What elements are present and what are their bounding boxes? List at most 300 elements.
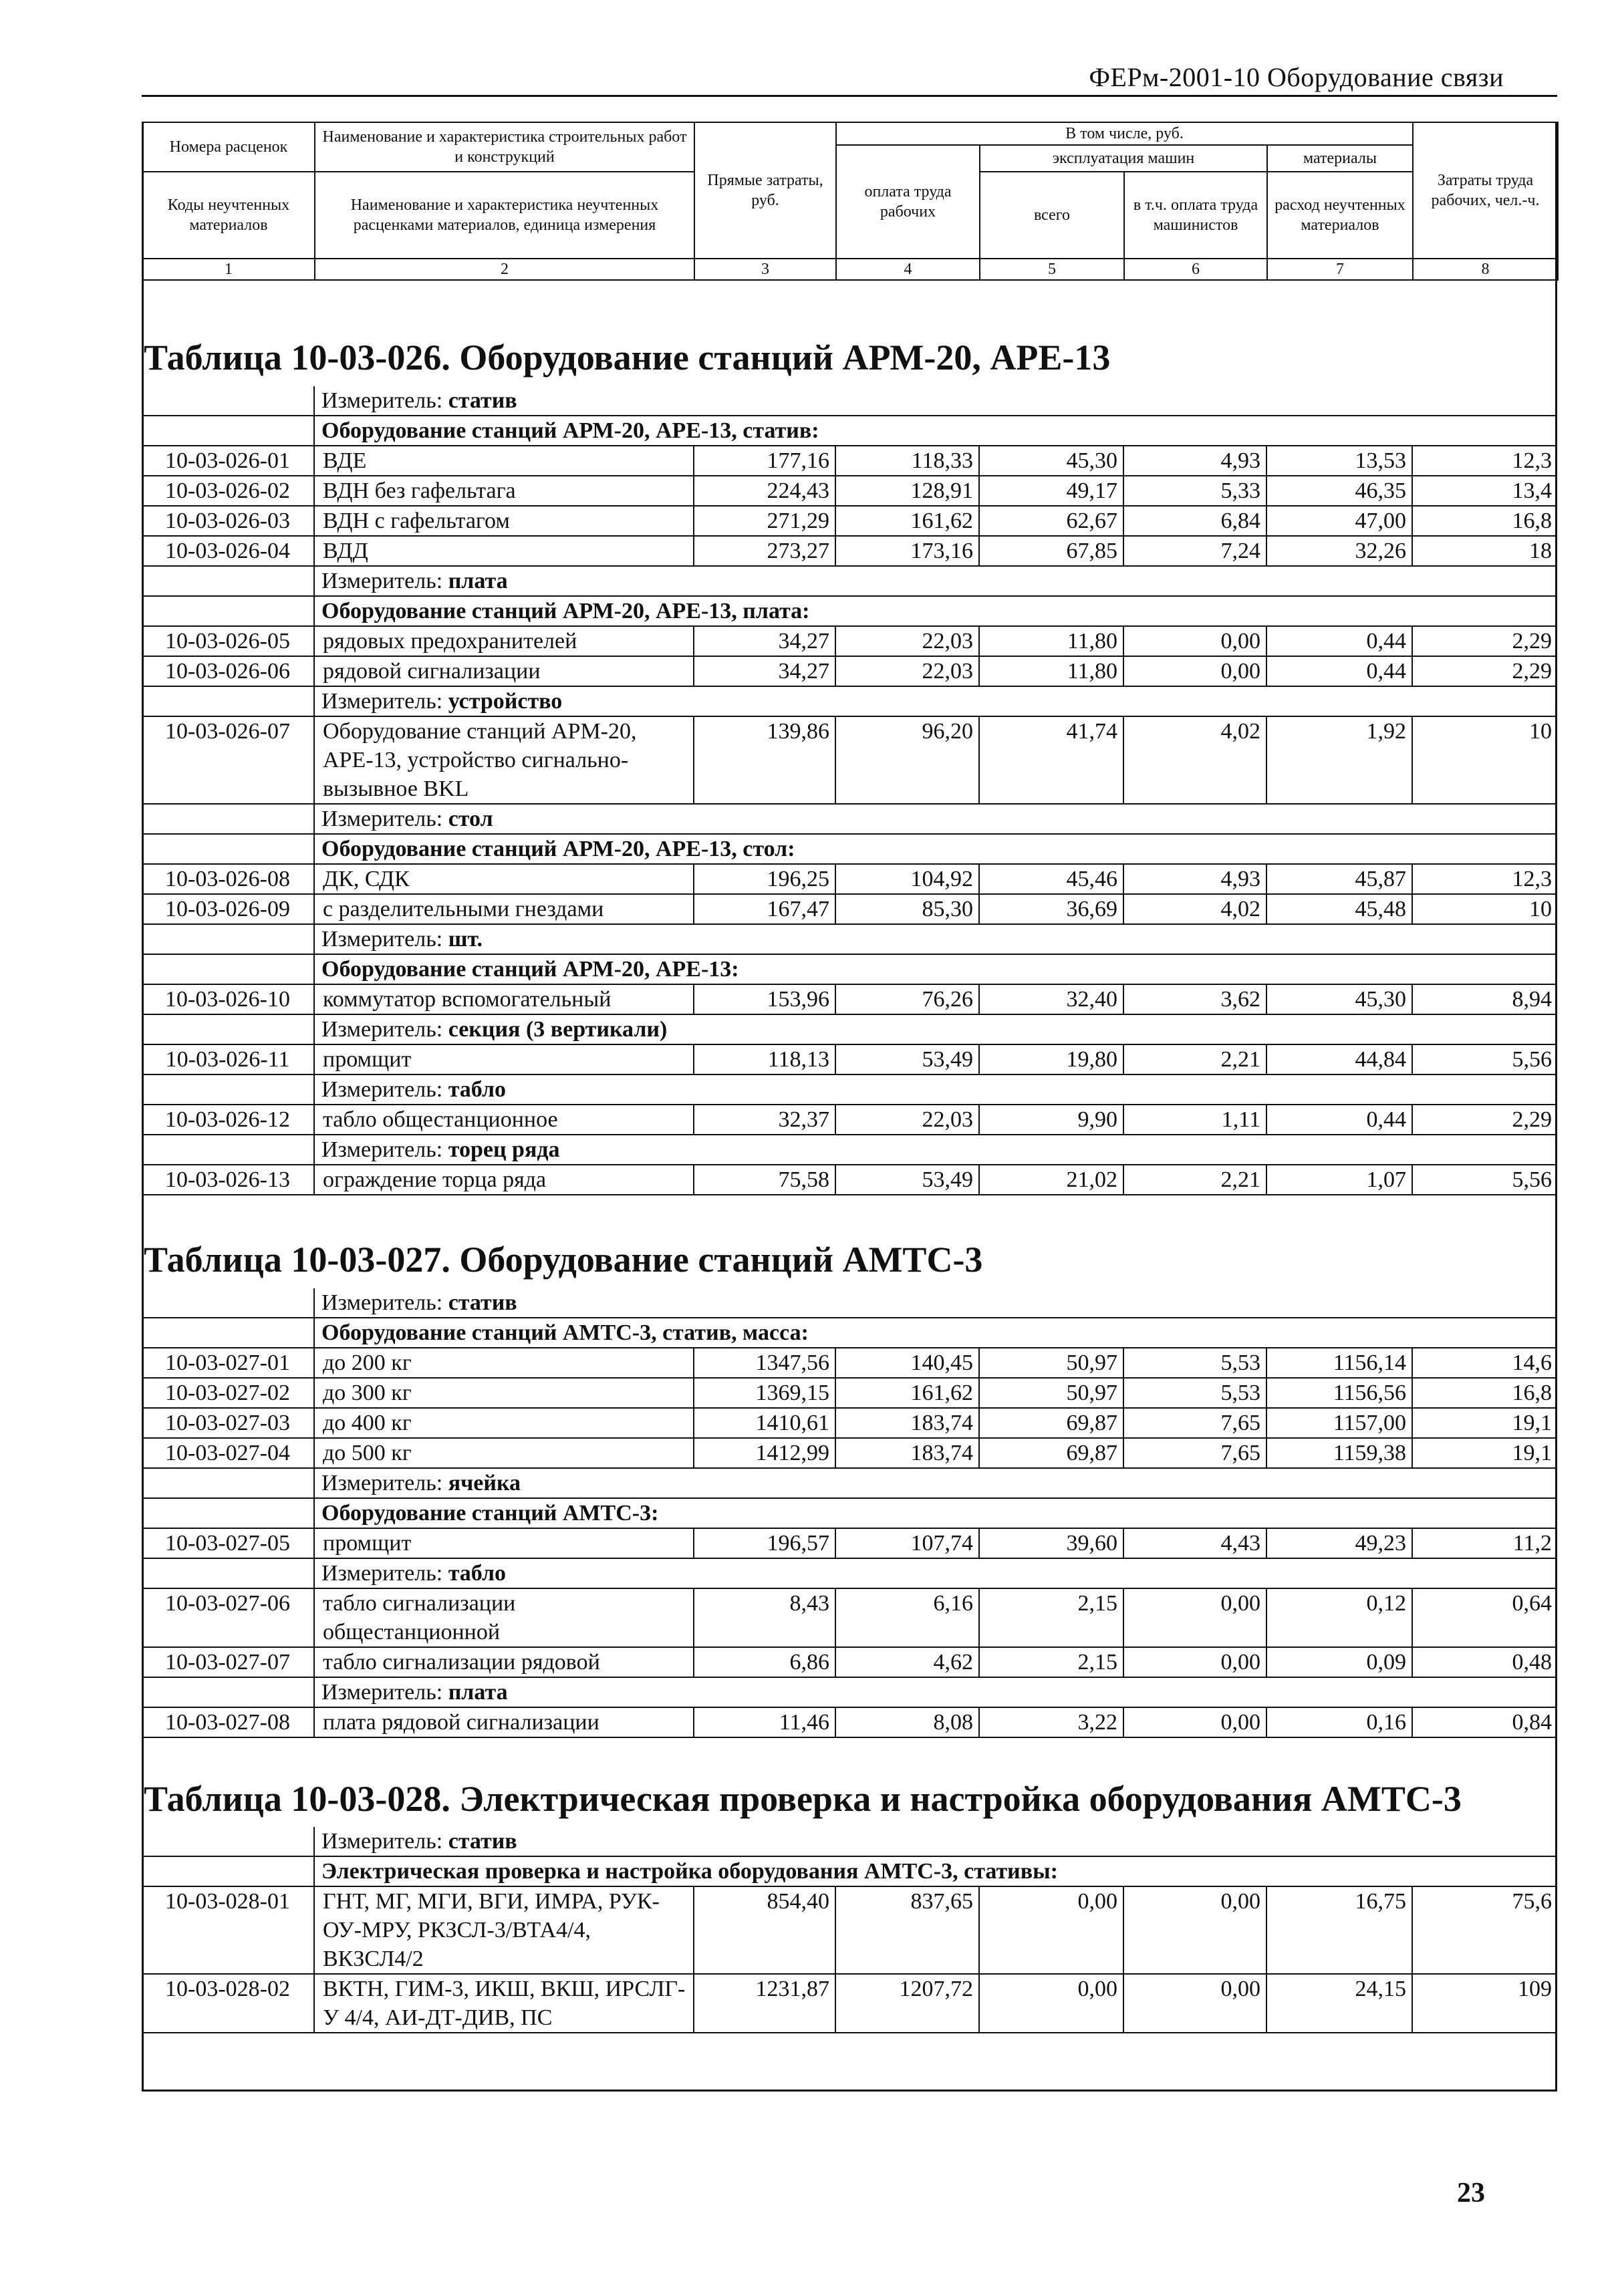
worker-pay-value: 104,92: [835, 864, 979, 894]
machines-total-value: 45,30: [979, 446, 1123, 476]
rate-name: ВДН с гафельтагом: [314, 506, 694, 536]
rate-code: 10-03-026-10: [142, 984, 314, 1014]
worker-pay-value: 8,08: [835, 1707, 979, 1737]
machinist-pay-value: 5,53: [1123, 1378, 1266, 1408]
machinist-pay-value: 5,53: [1123, 1348, 1266, 1378]
worker-pay-value: 22,03: [835, 626, 979, 656]
machines-total-value: 2,15: [979, 1588, 1123, 1647]
measure-unit: секция (3 вертикали): [448, 1017, 668, 1042]
measure-row: [142, 924, 1557, 954]
machines-total-value: 50,97: [979, 1348, 1123, 1378]
rate-name: коммутатор вспомогательный: [314, 984, 694, 1014]
rate-code: 10-03-027-07: [142, 1647, 314, 1677]
rate-row: [142, 1647, 1557, 1677]
rate-name: до 400 кг: [314, 1408, 694, 1438]
measure-unit: плата: [448, 569, 508, 593]
direct-costs-value: 75,58: [694, 1165, 835, 1195]
rate-row: [142, 1105, 1557, 1135]
machines-total-value: 36,69: [979, 894, 1123, 924]
labor-hours-value: 2,29: [1412, 626, 1557, 656]
measure-spacer: [142, 1468, 314, 1498]
measure-label: [314, 566, 1557, 596]
labor-hours-value: 0,48: [1412, 1647, 1557, 1677]
rate-row: [142, 656, 1557, 686]
measure-unit: табло: [448, 1561, 507, 1586]
rate-code: 10-03-027-02: [142, 1378, 314, 1408]
measure-unit: статив: [448, 1290, 517, 1315]
table-title: Таблица 10-03-026. Оборудование станций АРМ-20, АРЕ-13: [144, 337, 1111, 378]
worker-pay-value: 183,74: [835, 1408, 979, 1438]
rate-row: [142, 1886, 1557, 1974]
material-use-value: 1157,00: [1266, 1408, 1412, 1438]
header-in-that: В том числе, руб.: [836, 122, 1413, 145]
material-use-value: 1,07: [1266, 1165, 1412, 1195]
machinist-pay-value: 4,93: [1123, 446, 1266, 476]
measure-prefix: Измеритель:: [321, 807, 448, 831]
machines-total-value: 50,97: [979, 1378, 1123, 1408]
measure-unit: статив: [448, 1829, 517, 1854]
measure-unit: ячейка: [448, 1471, 521, 1495]
col-number: 8: [1413, 259, 1558, 280]
worker-pay-value: 161,62: [835, 506, 979, 536]
measure-prefix: Измеритель:: [321, 388, 448, 413]
direct-costs-value: 139,86: [694, 716, 835, 804]
labor-hours-value: 13,4: [1412, 476, 1557, 506]
measure-row: [142, 1014, 1557, 1044]
direct-costs-value: 6,86: [694, 1647, 835, 1677]
measure-spacer: [142, 1074, 314, 1105]
group-label: Оборудование станций АМТС-3:: [314, 1498, 1557, 1528]
rate-row: [142, 1438, 1557, 1468]
rate-code: 10-03-027-04: [142, 1438, 314, 1468]
rate-row: [142, 506, 1557, 536]
col-number: 7: [1267, 259, 1413, 280]
labor-hours-value: 16,8: [1412, 506, 1557, 536]
col-number: 6: [1124, 259, 1267, 280]
rate-row: [142, 1165, 1557, 1195]
machines-total-value: 41,74: [979, 716, 1123, 804]
measure-unit: стол: [448, 807, 493, 831]
machinist-pay-value: 4,02: [1123, 716, 1266, 804]
group-spacer: [142, 1856, 314, 1886]
measure-spacer: [142, 386, 314, 416]
header-direct-costs: Прямые затраты, руб.: [694, 122, 836, 259]
machinist-pay-value: 0,00: [1123, 1886, 1266, 1974]
measure-prefix: Измеритель:: [321, 1680, 448, 1705]
measure-prefix: Измеритель:: [321, 689, 448, 714]
header-c1-top: Номера расценок: [142, 122, 315, 172]
machinist-pay-value: 7,65: [1123, 1438, 1266, 1468]
direct-costs-value: 167,47: [694, 894, 835, 924]
material-use-value: 24,15: [1266, 1974, 1412, 2033]
group-label: Оборудование станций АРМ-20, АРЕ-13, стол:: [314, 834, 1557, 864]
measure-spacer: [142, 566, 314, 596]
rate-row: [142, 1528, 1557, 1558]
page-number: 23: [1457, 2178, 1485, 2208]
rate-row: [142, 1348, 1557, 1378]
measure-spacer: [142, 1014, 314, 1044]
group-label: Оборудование станций АМТС-3, статив, масса:: [314, 1318, 1557, 1348]
header-materials: материалы: [1267, 145, 1413, 172]
material-use-value: 1159,38: [1266, 1438, 1412, 1468]
material-use-value: 0,44: [1266, 1105, 1412, 1135]
measure-row: [142, 1827, 1557, 1856]
col-number: 1: [142, 259, 315, 280]
rate-row: [142, 1408, 1557, 1438]
group-row: [142, 596, 1557, 626]
worker-pay-value: 22,03: [835, 656, 979, 686]
rate-code: 10-03-027-03: [142, 1408, 314, 1438]
header-worker-pay: оплата труда рабочих: [836, 145, 980, 259]
material-use-value: 16,75: [1266, 1886, 1412, 1974]
rate-name: Оборудование станций АРМ-20, АРЕ-13, устройство сигнально-вызывное BKL: [314, 716, 694, 804]
group-spacer: [142, 954, 314, 984]
machines-total-value: 45,46: [979, 864, 1123, 894]
measure-unit: статив: [448, 388, 517, 413]
material-use-value: 1156,56: [1266, 1378, 1412, 1408]
worker-pay-value: 837,65: [835, 1886, 979, 1974]
rate-row: [142, 1378, 1557, 1408]
worker-pay-value: 53,49: [835, 1165, 979, 1195]
machines-total-value: 11,80: [979, 656, 1123, 686]
measure-spacer: [142, 1677, 314, 1707]
machines-total-value: 62,67: [979, 506, 1123, 536]
measure-label: [314, 1288, 1557, 1318]
labor-hours-value: 2,29: [1412, 1105, 1557, 1135]
measure-row: [142, 1558, 1557, 1588]
machinist-pay-value: 0,00: [1123, 1707, 1266, 1737]
worker-pay-value: 140,45: [835, 1348, 979, 1378]
rates-table-10-03-026: [142, 386, 1557, 1195]
rate-row: [142, 1588, 1557, 1647]
rate-name: ВДН без гафельтага: [314, 476, 694, 506]
rate-code: 10-03-026-06: [142, 656, 314, 686]
header-machines-total: всего: [980, 172, 1124, 259]
rate-name: промщит: [314, 1044, 694, 1074]
rate-code: 10-03-026-01: [142, 446, 314, 476]
measure-spacer: [142, 924, 314, 954]
machines-total-value: 69,87: [979, 1438, 1123, 1468]
direct-costs-value: 34,27: [694, 656, 835, 686]
measure-prefix: Измеритель:: [321, 1137, 448, 1162]
material-use-value: 45,87: [1266, 864, 1412, 894]
worker-pay-value: 6,16: [835, 1588, 979, 1647]
material-use-value: 0,12: [1266, 1588, 1412, 1647]
rate-name: ВДЕ: [314, 446, 694, 476]
group-spacer: [142, 1318, 314, 1348]
machinist-pay-value: 1,11: [1123, 1105, 1266, 1135]
direct-costs-value: 196,57: [694, 1528, 835, 1558]
machines-total-value: 69,87: [979, 1408, 1123, 1438]
measure-unit: торец ряда: [448, 1137, 560, 1162]
measure-row: [142, 1074, 1557, 1105]
material-use-value: 46,35: [1266, 476, 1412, 506]
measure-spacer: [142, 1827, 314, 1856]
worker-pay-value: 53,49: [835, 1044, 979, 1074]
measure-unit: шт.: [448, 927, 483, 952]
measure-label: [314, 686, 1557, 716]
machinist-pay-value: 0,00: [1123, 626, 1266, 656]
rate-row: [142, 984, 1557, 1014]
direct-costs-value: 1369,15: [694, 1378, 835, 1408]
worker-pay-value: 4,62: [835, 1647, 979, 1677]
material-use-value: 45,48: [1266, 894, 1412, 924]
direct-costs-value: 177,16: [694, 446, 835, 476]
group-spacer: [142, 834, 314, 864]
rate-row: [142, 446, 1557, 476]
machines-total-value: 49,17: [979, 476, 1123, 506]
group-row: [142, 834, 1557, 864]
measure-label: [314, 386, 1557, 416]
material-use-value: 0,44: [1266, 656, 1412, 686]
measure-row: [142, 1468, 1557, 1498]
direct-costs-value: 34,27: [694, 626, 835, 656]
measure-prefix: Измеритель:: [321, 569, 448, 593]
rate-name: табло сигнализации рядовой: [314, 1647, 694, 1677]
machinist-pay-value: 4,43: [1123, 1528, 1266, 1558]
worker-pay-value: 173,16: [835, 536, 979, 566]
measure-row: [142, 804, 1557, 834]
rate-code: 10-03-026-05: [142, 626, 314, 656]
labor-hours-value: 12,3: [1412, 446, 1557, 476]
rate-code: 10-03-027-06: [142, 1588, 314, 1647]
rate-name: табло общестанционное: [314, 1105, 694, 1135]
rate-code: 10-03-026-08: [142, 864, 314, 894]
measure-label: [314, 1014, 1557, 1044]
rate-name: ГНТ, МГ, МГИ, ВГИ, ИМРА, РУК-ОУ-МРУ, РКЗСЛ-3/ВТА4/4, ВКЗСЛ4/2: [314, 1886, 694, 1974]
rate-row: [142, 894, 1557, 924]
material-use-value: 1156,14: [1266, 1348, 1412, 1378]
direct-costs-value: 153,96: [694, 984, 835, 1014]
rate-name: до 200 кг: [314, 1348, 694, 1378]
machinist-pay-value: 2,21: [1123, 1165, 1266, 1195]
machines-total-value: 9,90: [979, 1105, 1123, 1135]
measure-label: [314, 804, 1557, 834]
measure-label: [314, 1827, 1557, 1856]
direct-costs-value: 224,43: [694, 476, 835, 506]
header-machines: эксплуатация машин: [980, 145, 1267, 172]
measure-label: [314, 1558, 1557, 1588]
machines-total-value: 3,22: [979, 1707, 1123, 1737]
direct-costs-value: 8,43: [694, 1588, 835, 1647]
table-title: Таблица 10-03-028. Электрическая проверка и настройка оборудования АМТС-3: [144, 1779, 1462, 1819]
group-label: Оборудование станций АРМ-20, АРЕ-13, статив:: [314, 416, 1557, 446]
labor-hours-value: 10: [1412, 716, 1557, 804]
group-spacer: [142, 596, 314, 626]
rate-row: [142, 716, 1557, 804]
group-label: Оборудование станций АРМ-20, АРЕ-13:: [314, 954, 1557, 984]
rates-table-10-03-028: [142, 1827, 1557, 2033]
machinist-pay-value: 0,00: [1123, 1974, 1266, 2033]
machinist-pay-value: 7,24: [1123, 536, 1266, 566]
direct-costs-value: 196,25: [694, 864, 835, 894]
rate-code: 10-03-027-08: [142, 1707, 314, 1737]
machinist-pay-value: 0,00: [1123, 656, 1266, 686]
direct-costs-value: 1410,61: [694, 1408, 835, 1438]
machines-total-value: 67,85: [979, 536, 1123, 566]
measure-prefix: Измеритель:: [321, 1471, 448, 1495]
header-c2-top: Наименование и характеристика строительных работ и конструкций: [315, 122, 694, 172]
rate-code: 10-03-026-12: [142, 1105, 314, 1135]
measure-label: [314, 924, 1557, 954]
material-use-value: 13,53: [1266, 446, 1412, 476]
rate-code: 10-03-026-09: [142, 894, 314, 924]
rate-row: [142, 476, 1557, 506]
measure-prefix: Измеритель:: [321, 927, 448, 952]
measure-spacer: [142, 1135, 314, 1165]
rate-name: ДК, СДК: [314, 864, 694, 894]
machines-total-value: 2,15: [979, 1647, 1123, 1677]
measure-unit: устройство: [448, 689, 563, 714]
rate-code: 10-03-026-03: [142, 506, 314, 536]
measure-label: [314, 1677, 1557, 1707]
rate-code: 10-03-028-02: [142, 1974, 314, 2033]
group-row: [142, 954, 1557, 984]
rate-row: [142, 1707, 1557, 1737]
measure-row: [142, 686, 1557, 716]
rate-name: ВДД: [314, 536, 694, 566]
direct-costs-value: 273,27: [694, 536, 835, 566]
machinist-pay-value: 7,65: [1123, 1408, 1266, 1438]
rate-row: [142, 626, 1557, 656]
rate-code: 10-03-026-11: [142, 1044, 314, 1074]
rate-code: 10-03-026-07: [142, 716, 314, 804]
rate-name: рядовой сигнализации: [314, 656, 694, 686]
measure-spacer: [142, 1288, 314, 1318]
direct-costs-value: 1347,56: [694, 1348, 835, 1378]
labor-hours-value: 109: [1412, 1974, 1557, 2033]
measure-row: [142, 566, 1557, 596]
material-use-value: 32,26: [1266, 536, 1412, 566]
rate-name: до 300 кг: [314, 1378, 694, 1408]
measure-prefix: Измеритель:: [321, 1077, 448, 1102]
labor-hours-value: 11,2: [1412, 1528, 1557, 1558]
machines-total-value: 0,00: [979, 1974, 1123, 2033]
group-row: [142, 1856, 1557, 1886]
machines-total-value: 11,80: [979, 626, 1123, 656]
measure-label: [314, 1074, 1557, 1105]
header-c1-bottom: Коды неучтенных материалов: [142, 172, 315, 259]
rate-name: ограждение торца ряда: [314, 1165, 694, 1195]
rate-name: до 500 кг: [314, 1438, 694, 1468]
measure-prefix: Измеритель:: [321, 1290, 448, 1315]
rate-code: 10-03-026-04: [142, 536, 314, 566]
rate-row: [142, 1044, 1557, 1074]
header-material-use: расход неучтенных материалов: [1267, 172, 1413, 259]
direct-costs-value: 1231,87: [694, 1974, 835, 2033]
worker-pay-value: 107,74: [835, 1528, 979, 1558]
labor-hours-value: 0,84: [1412, 1707, 1557, 1737]
material-use-value: 47,00: [1266, 506, 1412, 536]
rate-code: 10-03-027-01: [142, 1348, 314, 1378]
running-head: ФЕРм-2001-10 Оборудование связи: [1089, 62, 1504, 92]
labor-hours-value: 14,6: [1412, 1348, 1557, 1378]
machines-total-value: 0,00: [979, 1886, 1123, 1974]
labor-hours-value: 0,64: [1412, 1588, 1557, 1647]
direct-costs-value: 1412,99: [694, 1438, 835, 1468]
material-use-value: 45,30: [1266, 984, 1412, 1014]
measure-row: [142, 1288, 1557, 1318]
measure-prefix: Измеритель:: [321, 1017, 448, 1042]
header-c2-bottom: Наименование и характеристика неучтенных расценками материалов, единица измерения: [315, 172, 694, 259]
measure-row: [142, 386, 1557, 416]
measure-spacer: [142, 1558, 314, 1588]
measure-unit: плата: [448, 1680, 508, 1705]
col-number: 5: [980, 259, 1124, 280]
table-title: Таблица 10-03-027. Оборудование станций АМТС-3: [144, 1240, 983, 1280]
material-use-value: 49,23: [1266, 1528, 1412, 1558]
material-use-value: 0,44: [1266, 626, 1412, 656]
group-row: [142, 1318, 1557, 1348]
material-use-value: 1,92: [1266, 716, 1412, 804]
worker-pay-value: 85,30: [835, 894, 979, 924]
machinist-pay-value: 0,00: [1123, 1588, 1266, 1647]
group-spacer: [142, 1498, 314, 1528]
machinist-pay-value: 3,62: [1123, 984, 1266, 1014]
rate-code: 10-03-028-01: [142, 1886, 314, 1974]
labor-hours-value: 8,94: [1412, 984, 1557, 1014]
measure-spacer: [142, 686, 314, 716]
machinist-pay-value: 2,21: [1123, 1044, 1266, 1074]
labor-hours-value: 2,29: [1412, 656, 1557, 686]
measure-spacer: [142, 804, 314, 834]
column-header-table: [142, 122, 1559, 281]
rate-name: ВКТН, ГИМ-3, ИКШ, ВКШ, ИРСЛГ-У 4/4, АИ-ДТ-ДИВ, ПС: [314, 1974, 694, 2033]
header-rule: [142, 95, 1557, 97]
machinist-pay-value: 4,02: [1123, 894, 1266, 924]
worker-pay-value: 128,91: [835, 476, 979, 506]
group-label: Оборудование станций АРМ-20, АРЕ-13, плата:: [314, 596, 1557, 626]
rate-name: табло сигнализации общестанционной: [314, 1588, 694, 1647]
rate-name: промщит: [314, 1528, 694, 1558]
labor-hours-value: 10: [1412, 894, 1557, 924]
labor-hours-value: 5,56: [1412, 1165, 1557, 1195]
measure-prefix: Измеритель:: [321, 1829, 448, 1854]
rate-name: рядовых предохранителей: [314, 626, 694, 656]
machinist-pay-value: 0,00: [1123, 1647, 1266, 1677]
measure-prefix: Измеритель:: [321, 1561, 448, 1586]
labor-hours-value: 75,6: [1412, 1886, 1557, 1974]
labor-hours-value: 19,1: [1412, 1438, 1557, 1468]
measure-row: [142, 1135, 1557, 1165]
worker-pay-value: 1207,72: [835, 1974, 979, 2033]
group-spacer: [142, 416, 314, 446]
machines-total-value: 39,60: [979, 1528, 1123, 1558]
rate-code: 10-03-026-02: [142, 476, 314, 506]
rate-code: 10-03-027-05: [142, 1528, 314, 1558]
rate-row: [142, 864, 1557, 894]
machines-total-value: 21,02: [979, 1165, 1123, 1195]
worker-pay-value: 96,20: [835, 716, 979, 804]
col-number: 4: [836, 259, 980, 280]
labor-hours-value: 5,56: [1412, 1044, 1557, 1074]
material-use-value: 0,09: [1266, 1647, 1412, 1677]
measure-row: [142, 1677, 1557, 1707]
labor-hours-value: 19,1: [1412, 1408, 1557, 1438]
direct-costs-value: 11,46: [694, 1707, 835, 1737]
rate-row: [142, 1974, 1557, 2033]
worker-pay-value: 183,74: [835, 1438, 979, 1468]
measure-label: [314, 1135, 1557, 1165]
group-label: Электрическая проверка и настройка оборудования АМТС-3, стативы:: [314, 1856, 1557, 1886]
worker-pay-value: 76,26: [835, 984, 979, 1014]
machinist-pay-value: 5,33: [1123, 476, 1266, 506]
rate-code: 10-03-026-13: [142, 1165, 314, 1195]
worker-pay-value: 22,03: [835, 1105, 979, 1135]
group-row: [142, 416, 1557, 446]
labor-hours-value: 16,8: [1412, 1378, 1557, 1408]
machinist-pay-value: 4,93: [1123, 864, 1266, 894]
